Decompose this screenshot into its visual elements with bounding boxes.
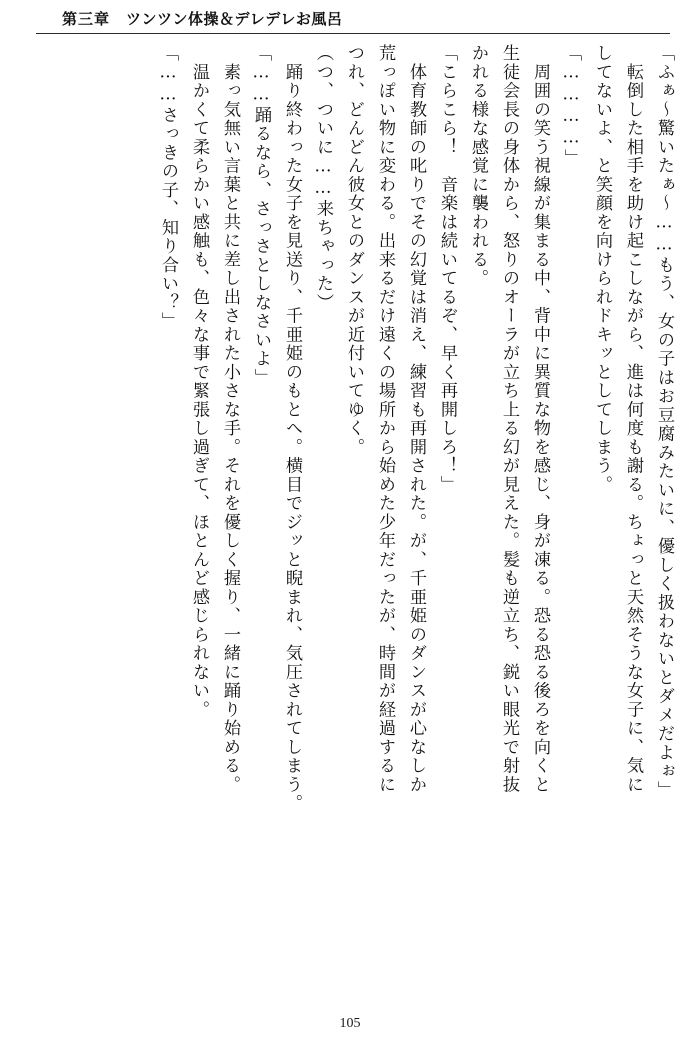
text-column: 「……さっきの子、知り合い？」 [158, 44, 178, 331]
text-column: 温かくて柔らかい感触も、色々な事で緊張し過ぎて、ほとんど感じられない。 [189, 44, 209, 719]
text-column: 周囲の笑う視線が集まる中、背中に異質な物を感じ、身が凍る。恐る恐る後ろを向くと [530, 44, 550, 794]
text-column: つれ、どんどん彼女とのダンスが近付いてゆく。 [344, 44, 364, 457]
vertical-text-body [30, 44, 672, 990]
chapter-title: ツンツン体操＆デレデレお風呂 [126, 11, 343, 28]
text-column: （つ、ついに……来ちゃった） [313, 44, 333, 313]
text-column: 転倒した相手を助け起こしながら、進は何度も謝る。ちょっと天然そうな女子に、気に [623, 44, 643, 794]
text-column: してないよ、と笑顔を向けられドキッとしてしまう。 [592, 44, 612, 494]
header-divider [36, 33, 670, 34]
text-column: 「こらこら！ 音楽は続いてるぞ、早く再開しろ！」 [437, 44, 457, 494]
page-number: 105 [339, 1016, 361, 1031]
text-column: 荒っぽい物に変わる。出来るだけ遠くの場所から始めた少年だったが、時間が経過するに [375, 44, 395, 794]
text-column: 「ふぁ～驚いたぁ～……もう、女の子はお豆腐みたいに、優しく扱わないとダメだよぉ」 [654, 44, 674, 800]
chapter-label: 第三章 [62, 11, 111, 28]
text-column: 「…………」 [561, 44, 581, 168]
text-column: 素っ気無い言葉と共に差し出された小さな手。それを優しく握り、一緒に踊り始める。 [220, 44, 240, 794]
text-column: かれる様な感覚に襲われる。 [468, 44, 488, 288]
running-head [0, 0, 700, 36]
text-column: 生徒会長の身体から、怒りのオーラが立ち上る幻が見えた。髪も逆立ち、鋭い眼光で射抜 [499, 44, 519, 794]
text-column: 踊り終わった女子を見送り、千亜姫のもとへ。横目でジッと睨まれ、気圧されてしまう。 [282, 44, 302, 813]
text-column: 体育教師の叱りでその幻覚は消え、練習も再開された。が、千亜姫のダンスが心なしか [406, 44, 426, 794]
text-column: 「……踊るなら、さっさとしなさいよ」 [251, 44, 271, 388]
